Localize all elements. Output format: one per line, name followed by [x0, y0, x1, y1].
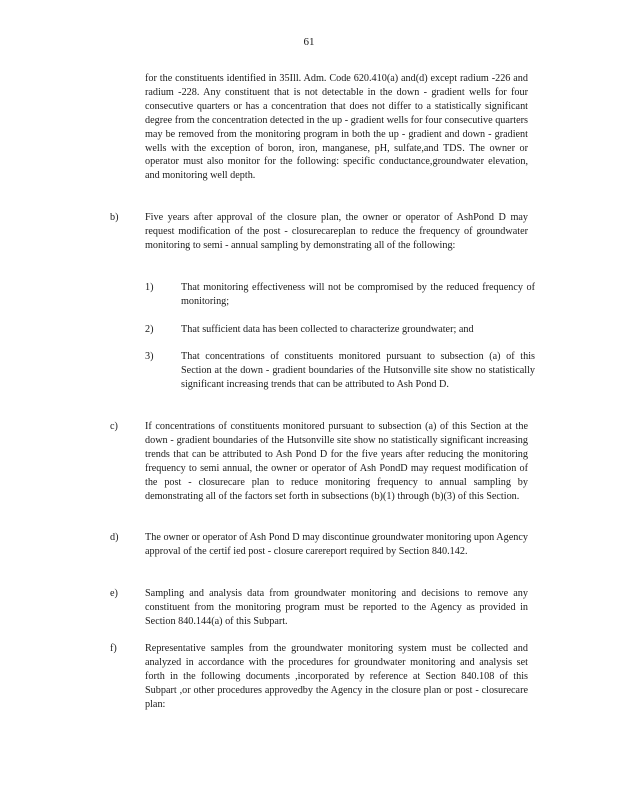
- paragraph-label-d: d): [110, 532, 119, 543]
- paragraph-d: The owner or operator of Ash Pond D may discontinue groundwater monitoring upon Agency approval of the certif ied post - closure carereport required by Section 840.142.: [145, 532, 528, 557]
- paragraph-label-e: e): [110, 588, 118, 599]
- paragraph-f: Representative samples from the groundwater monitoring system must be collected and analyzed in accordance with the procedures for groundwater monitoring and analysis set forth in the following documents ,incorporated by reference at Section 840.108 of this Subpart ,or other procedures approvedby the Agency in the closure plan or post - closurecare plan:: [145, 643, 528, 710]
- paragraph-b: Five years after approval of the closure plan, the owner or operator of AshPond D may request modification of the post - closurecareplan to reduce the frequency of groundwater monitoring to semi - annual sampling by demonstrating all of the following:: [145, 212, 528, 251]
- subitem-label-1: 1): [145, 282, 154, 293]
- paragraph-label-f: f): [110, 643, 117, 654]
- intro-paragraph: for the constituents identified in 35Ill. Adm. Code 620.410(a) and(d) except radium -226 and radium -228. Any constituent that is not detectable in the down - gradient wells for four consecutive quarters or has a concentration that does not differ to a statistically significant degree from the concentration detected in the up - gradient wells for four consecutive quarters may be removed from the monitoring program in both the up - gradient and down - gradient wells with the exception of boron, iron, manganese, pH, sulfate,and TDS. The owner or operator must also monitor for the following: specific conductance,groundwater elevation, and monitoring well depth.: [145, 73, 529, 182]
- subitem-label-3: 3): [145, 351, 154, 362]
- paragraph-label-b: b): [110, 212, 119, 223]
- page-number: 61: [303, 36, 315, 48]
- subitem-1: That monitoring effectiveness will not be compromised by the reduced frequency of monitoring;: [181, 282, 535, 307]
- paragraph-label-c: c): [110, 421, 118, 432]
- subitem-3: That concentrations of constituents monitored pursuant to subsection (a) of this Section at the down - gradient boundaries of the Hutsonville site show no statistically significant increasing trends that can be attributed to Ash Pond D.: [181, 351, 535, 390]
- paragraph-e: Sampling and analysis data from groundwater monitoring and decisions to remove any constituent from the monitoring program must be reported to the Agency as provided in Section 840.144(a) of this Subpart.: [145, 588, 528, 627]
- subitem-2: That sufficient data has been collected to characterize groundwater; and: [181, 324, 474, 335]
- paragraph-c: If concentrations of constituents monitored pursuant to subsection (a) of this Section at the down - gradient boundaries of the Hutsonville site show no statistically significant increasing trends that can be attributed to Ash Pond D for the five years after reducing the monitoring frequency to semi annual, the owner or operator of Ash PondD may request modification of the post - closurecare plan to reduce monitoring frequency to annual sampling by demonstrating all of the factors set forth in subsections (b)(1) through (b)(3) of this Section.: [145, 421, 528, 502]
- subitem-label-2: 2): [145, 324, 154, 335]
